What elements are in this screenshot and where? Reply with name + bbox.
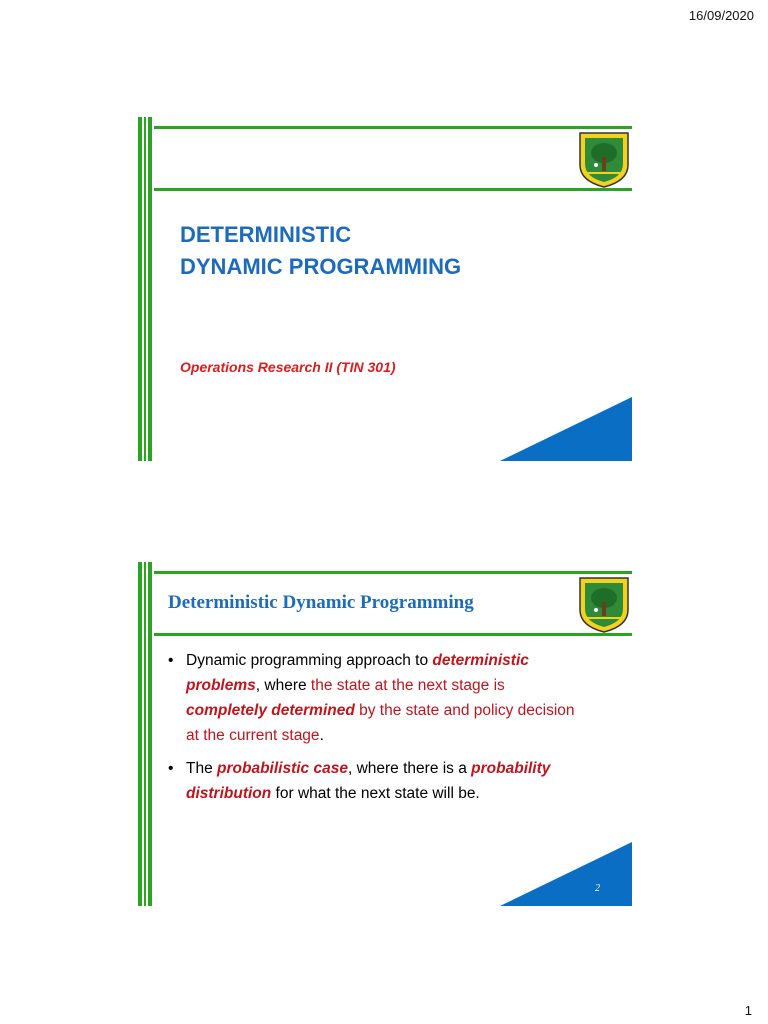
bullet-text: Dynamic programming approach to — [186, 652, 433, 669]
bullet-text: for what the next state will be. — [271, 785, 480, 802]
bullet-highlight: the state at the next stage is — [310, 677, 505, 694]
bullet-item-deterministic — [166, 648, 586, 748]
course-subtitle: Operations Research II (TIN 301) — [180, 359, 396, 375]
page-date: 16/09/2020 — [688, 8, 754, 23]
blue-triangle-decoration — [500, 842, 632, 906]
slide-1 — [136, 117, 632, 461]
bullet-text: , where — [255, 677, 311, 694]
bottom-green-line — [154, 188, 632, 191]
presentation-title — [180, 219, 461, 283]
slide-2 — [136, 562, 632, 906]
bullet-item-probabilistic — [166, 756, 586, 806]
university-emblem-icon — [576, 574, 632, 634]
bullet-emphasis: deterministic problems — [186, 652, 529, 694]
title-line-1: DETERMINISTIC — [180, 222, 352, 247]
bullet-emphasis: probability distribution — [186, 760, 551, 802]
university-emblem-icon — [576, 129, 632, 189]
top-green-line — [154, 571, 632, 574]
bottom-green-line — [154, 633, 632, 636]
bullet-highlight: by the state and policy decision at the current stage — [186, 702, 575, 744]
bullet-text: . — [319, 727, 324, 744]
bullet-emphasis: completely determined — [186, 702, 355, 719]
bullet-emphasis: probabilistic case — [217, 760, 348, 777]
bullet-list — [166, 648, 586, 814]
bullet-text: The — [186, 760, 218, 777]
page-number: 1 — [744, 1003, 752, 1018]
bullet-text: , where there is a — [347, 760, 472, 777]
slide-title: Deterministic Dynamic Programming — [168, 592, 474, 613]
blue-triangle-decoration — [500, 397, 632, 461]
title-line-2: DYNAMIC PROGRAMMING — [180, 254, 462, 279]
green-vertical-bars — [136, 562, 156, 906]
green-vertical-bars — [136, 117, 156, 461]
slide-number: 2 — [595, 883, 600, 894]
top-green-line — [154, 126, 632, 129]
